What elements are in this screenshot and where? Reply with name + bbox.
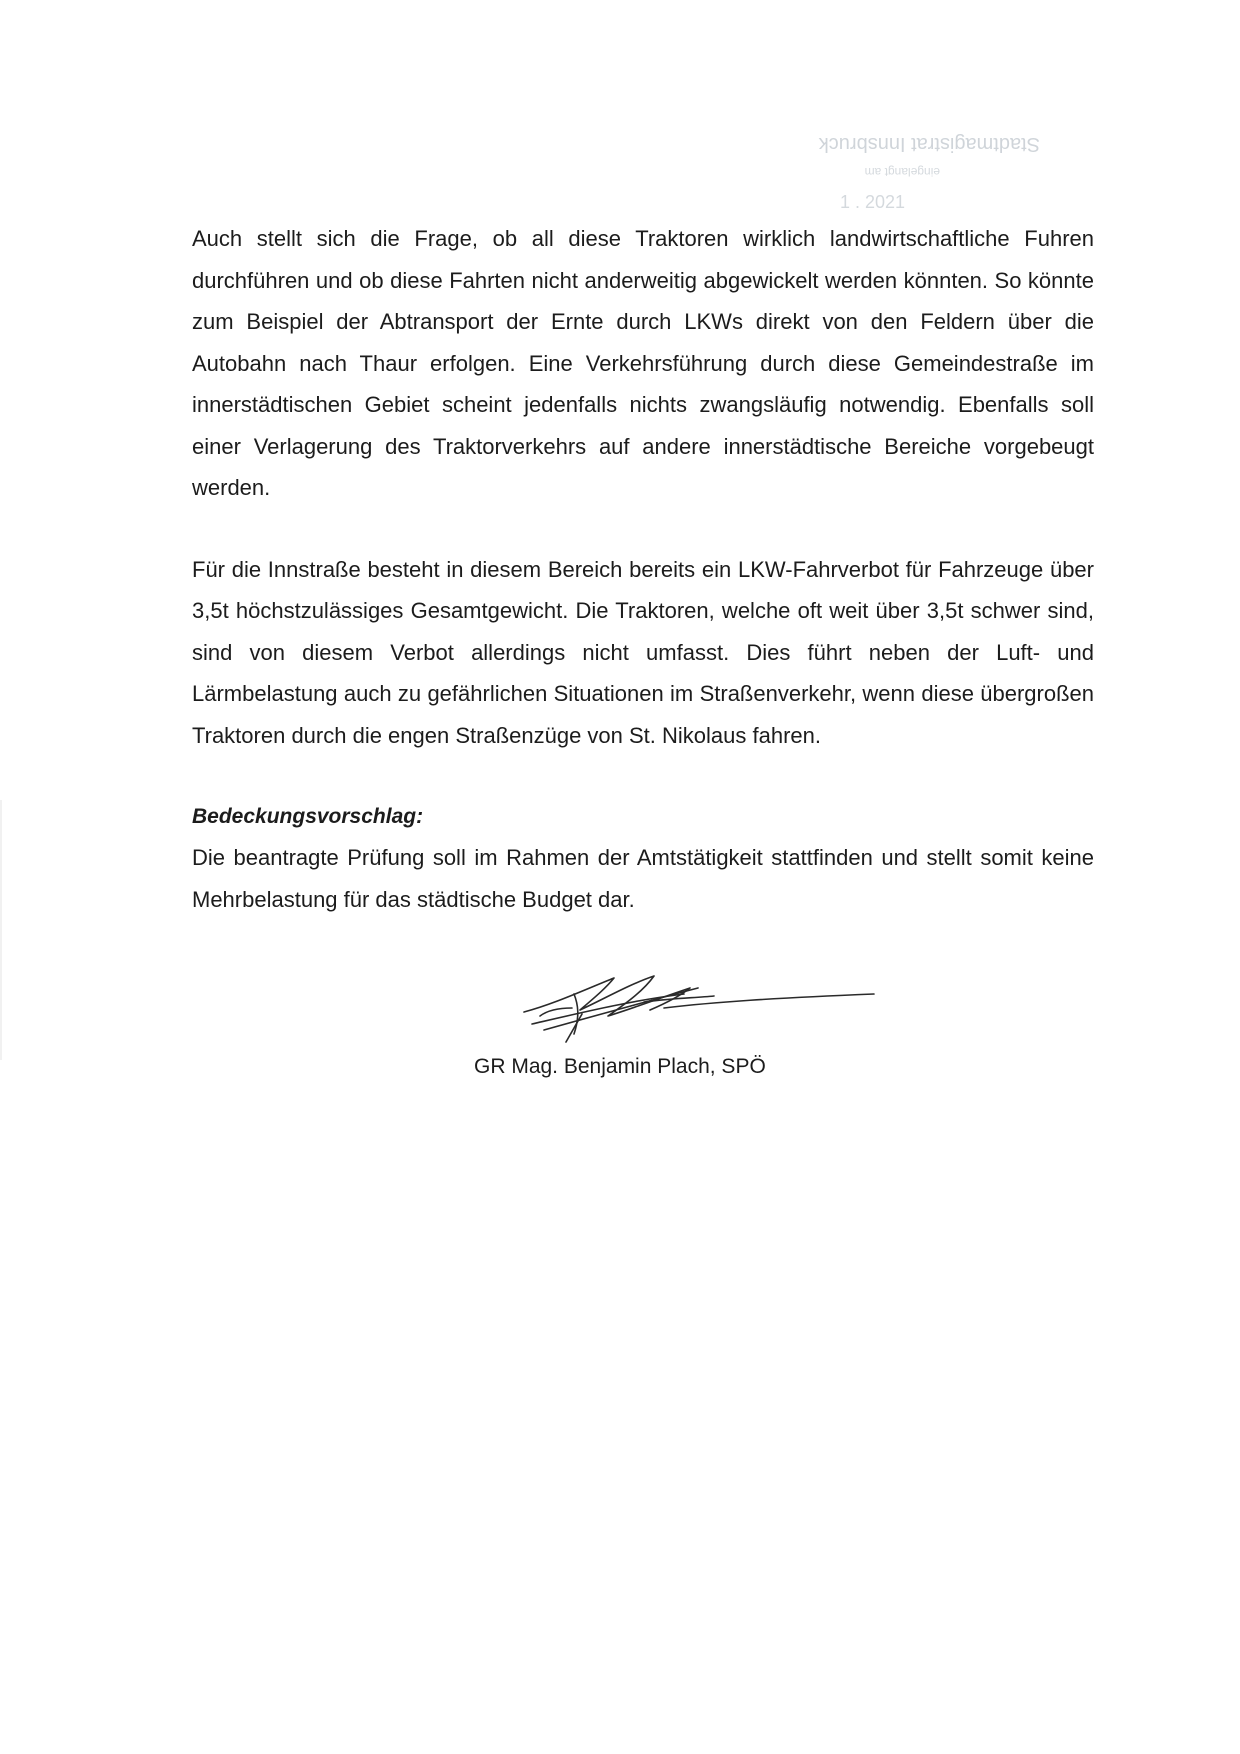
svg-text:eingelangt am: eingelangt am (864, 165, 940, 179)
handwritten-signature (484, 964, 884, 1054)
letter-body (192, 218, 1094, 920)
paragraph-truck-ban: Für die Innstraße besteht in diesem Bereich bereits ein LKW-Fahrverbot für Fahrzeuge über 3,5t höchstzulässiges Gesamtgewicht. Die Traktoren, welche oft weit über 3,5t schwer sind, sind von diesem Verbot allerdings nicht umfasst. Dies führt neben der Luft- und Lärmbelastung auch zu gefährlichen Situationen im Straßenverkehr, wenn diese übergroßen Traktoren durch die engen Straßenzüge von St. Nikolaus fahren. (192, 556, 1094, 748)
svg-text:Stadtmagistrat Innsbruck: Stadtmagistrat Innsbruck (818, 133, 1040, 155)
svg-text:1 . 2021: 1 . 2021 (840, 192, 906, 212)
signer-name: GR Mag. Benjamin Plach, SPÖ (474, 1055, 766, 1078)
scan-edge-mark (0, 800, 2, 1060)
paragraph-tractor-traffic: Auch stellt sich die Frage, ob all diese Traktoren wirklich landwirtschaftliche Fuhren durchführen und ob diese Fahrten nicht anderweitig abgewickelt werden könnten. So könnte zum Beispiel der Abtransport der Ernte durch LKWs direkt von den Feldern über die Autobahn nach Thaur erfolgen. Eine Verkehrsführung durch diese Gemeindestraße im innerstädtischen Gebiet scheint jedenfalls nichts zwangsläufig notwendig. Ebenfalls soll einer Verlagerung des Traktorverkehrs auf andere innerstädtische Bereiche vorgebeugt werden. (192, 226, 1094, 500)
paragraph-coverage: Die beantragte Prüfung soll im Rahmen der Amtstätigkeit stattfinden und stellt somit keine Mehrbelastung für das städtische Budget dar. (192, 845, 1094, 912)
coverage-heading: Bedeckungsvorschlag: (192, 805, 424, 828)
